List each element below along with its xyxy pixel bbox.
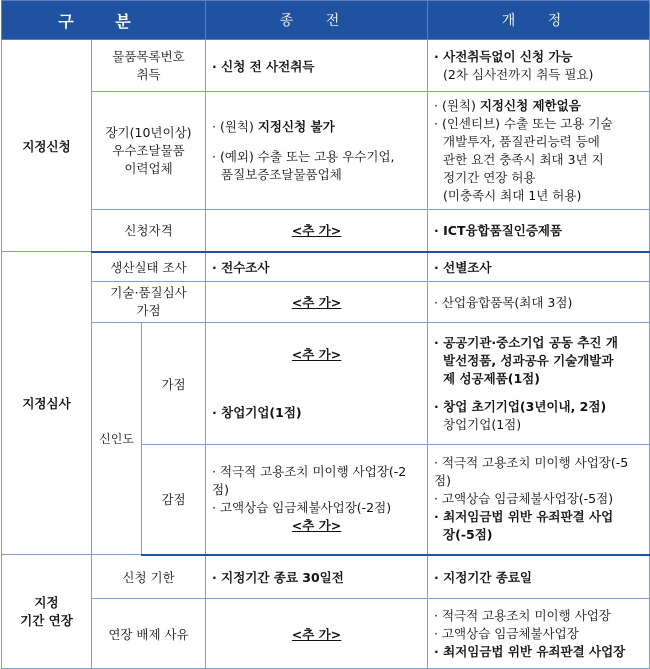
item-text: 우수조달물품 xyxy=(112,142,185,158)
new-cell xyxy=(428,555,650,599)
old-text: · 적극적 고용조치 미이행 사업장(-2 xyxy=(212,464,407,480)
new-text: (2차 심사전까지 취득 필요) xyxy=(443,66,594,82)
new-text: · 고액상습 임금체불사업장(-5점) xyxy=(434,491,614,507)
old-cell xyxy=(206,210,428,252)
new-cell xyxy=(428,210,650,252)
old-text: · 전수조사 xyxy=(212,259,270,275)
item-text: 장기(10년이상) xyxy=(105,124,192,140)
table-row xyxy=(2,282,650,323)
new-text: · (인센티브) 수출 또는 고용 기술 xyxy=(434,115,613,131)
table-row xyxy=(2,92,650,210)
sub-penalty: 감점 xyxy=(142,445,206,555)
old-cell xyxy=(206,599,428,669)
header-after: 개 정 xyxy=(428,1,650,40)
section-text: 기간 연장 xyxy=(20,612,73,628)
old-add: <추 가> xyxy=(291,518,342,534)
new-text: · 최저임금법 위반 유죄판결 사업장 xyxy=(434,643,626,659)
item-text: 이력업체 xyxy=(124,160,173,176)
new-text: 점) xyxy=(434,473,451,489)
old-cell xyxy=(206,445,428,555)
old-text: <추 가> xyxy=(291,223,342,239)
new-text: 장(-5점) xyxy=(443,527,493,543)
item-cell: 생산실태 조사 xyxy=(92,252,206,282)
old-text: · 신청 전 사전취득 xyxy=(212,58,315,74)
table-row xyxy=(2,252,650,282)
old-bold: 지정신청 불가 xyxy=(257,118,335,134)
new-text: · 공공기관·중소기업 공동 추진 개 xyxy=(434,334,618,350)
item-cell xyxy=(92,40,206,92)
old-add: <추 가> xyxy=(291,346,342,362)
old-cell xyxy=(206,555,428,599)
new-text: (미충족시 최대 1년 허용) xyxy=(443,187,582,203)
header-before: 종 전 xyxy=(206,1,428,40)
item-cell xyxy=(92,282,206,323)
old-text: <추 가> xyxy=(291,626,342,642)
item-cell: 연장 배제 사유 xyxy=(92,599,206,669)
header-category: 구 분 xyxy=(2,1,206,40)
new-text: 정기간 연장 허용 xyxy=(443,169,536,185)
old-cell xyxy=(206,92,428,210)
old-text: 품질보증조달물품업체 xyxy=(221,166,342,182)
new-text: · 창업 초기기업(3년이내, 2점) xyxy=(434,398,607,414)
new-cell xyxy=(428,92,650,210)
item-text: 가점 xyxy=(136,303,161,318)
new-text: 창업기업(1점) xyxy=(443,416,522,432)
new-text: · ICT융합품질인증제품 xyxy=(434,223,563,239)
section-period-extension xyxy=(2,555,92,669)
item-cell: 신청 기한 xyxy=(92,555,206,599)
new-text: · 선별조사 xyxy=(434,259,492,275)
old-text: · 창업기업(1점) xyxy=(212,404,302,420)
item-text: 취득 xyxy=(136,66,161,82)
old-text: <추 가> xyxy=(291,295,342,310)
table-row xyxy=(2,555,650,599)
table-row xyxy=(2,210,650,252)
new-text: · 지정기간 종료일 xyxy=(434,569,533,585)
old-cell xyxy=(206,252,428,282)
new-bold: 지정신청 제한없음 xyxy=(479,97,581,113)
new-cell xyxy=(428,445,650,555)
old-cell xyxy=(206,40,428,92)
table-row xyxy=(2,323,650,445)
item-cell: 신청자격 xyxy=(92,210,206,252)
section-designation-apply: 지정신청 xyxy=(2,40,92,252)
old-text xyxy=(212,346,421,364)
old-text: 점) xyxy=(212,482,229,498)
new-text: 개발투자, 품질관리능력 등에 xyxy=(443,133,600,149)
section-text: 지정 xyxy=(34,594,59,610)
item-text: 기술·품질심사 xyxy=(110,285,187,300)
old-text xyxy=(212,517,421,535)
old-text: · (예외) 수출 또는 고용 우수기업, xyxy=(212,148,395,164)
sub-bonus: 가점 xyxy=(142,323,206,445)
comparison-table xyxy=(1,0,650,669)
new-text: · 적극적 고용조치 미이행 사업장(-5 xyxy=(434,455,629,471)
new-text: 발선정품, 성과공유 기술개발과 xyxy=(443,352,614,368)
new-text xyxy=(434,97,643,115)
old-text: · 지정기간 종료 30일전 xyxy=(212,569,344,585)
item-cell xyxy=(92,92,206,210)
new-cell xyxy=(428,323,650,445)
new-text: · 사전취득없이 신청 가능 xyxy=(434,48,573,64)
old-cell xyxy=(206,323,428,445)
new-text: · 최저임금법 위반 유죄판결 사업 xyxy=(434,509,614,525)
new-prefix: · (원칙) xyxy=(434,97,480,113)
section-designation-review: 지정심사 xyxy=(2,252,92,555)
old-prefix: · (원칙) xyxy=(212,118,258,134)
new-text: 제 성공제품(1점) xyxy=(443,370,540,386)
old-text: · 고액상습 임금체불사업장(-2점) xyxy=(212,500,392,516)
new-cell xyxy=(428,599,650,669)
new-cell xyxy=(428,252,650,282)
old-text xyxy=(212,118,421,136)
table-row xyxy=(2,599,650,669)
new-text: · 고액상습 임금체불사업장 xyxy=(434,625,579,641)
table-row xyxy=(2,40,650,92)
new-text: · 적극적 고용조치 미이행 사업장 xyxy=(434,607,611,623)
new-cell xyxy=(428,282,650,323)
header-row xyxy=(2,1,650,40)
new-text: 관한 요건 충족시 최대 3년 지 xyxy=(443,151,604,167)
new-text: · 산업융합품목(최대 3점) xyxy=(434,295,573,310)
new-cell xyxy=(428,40,650,92)
item-text: 물품목록번호 xyxy=(112,48,185,64)
old-cell xyxy=(206,282,428,323)
group-credibility: 신인도 xyxy=(92,323,142,555)
